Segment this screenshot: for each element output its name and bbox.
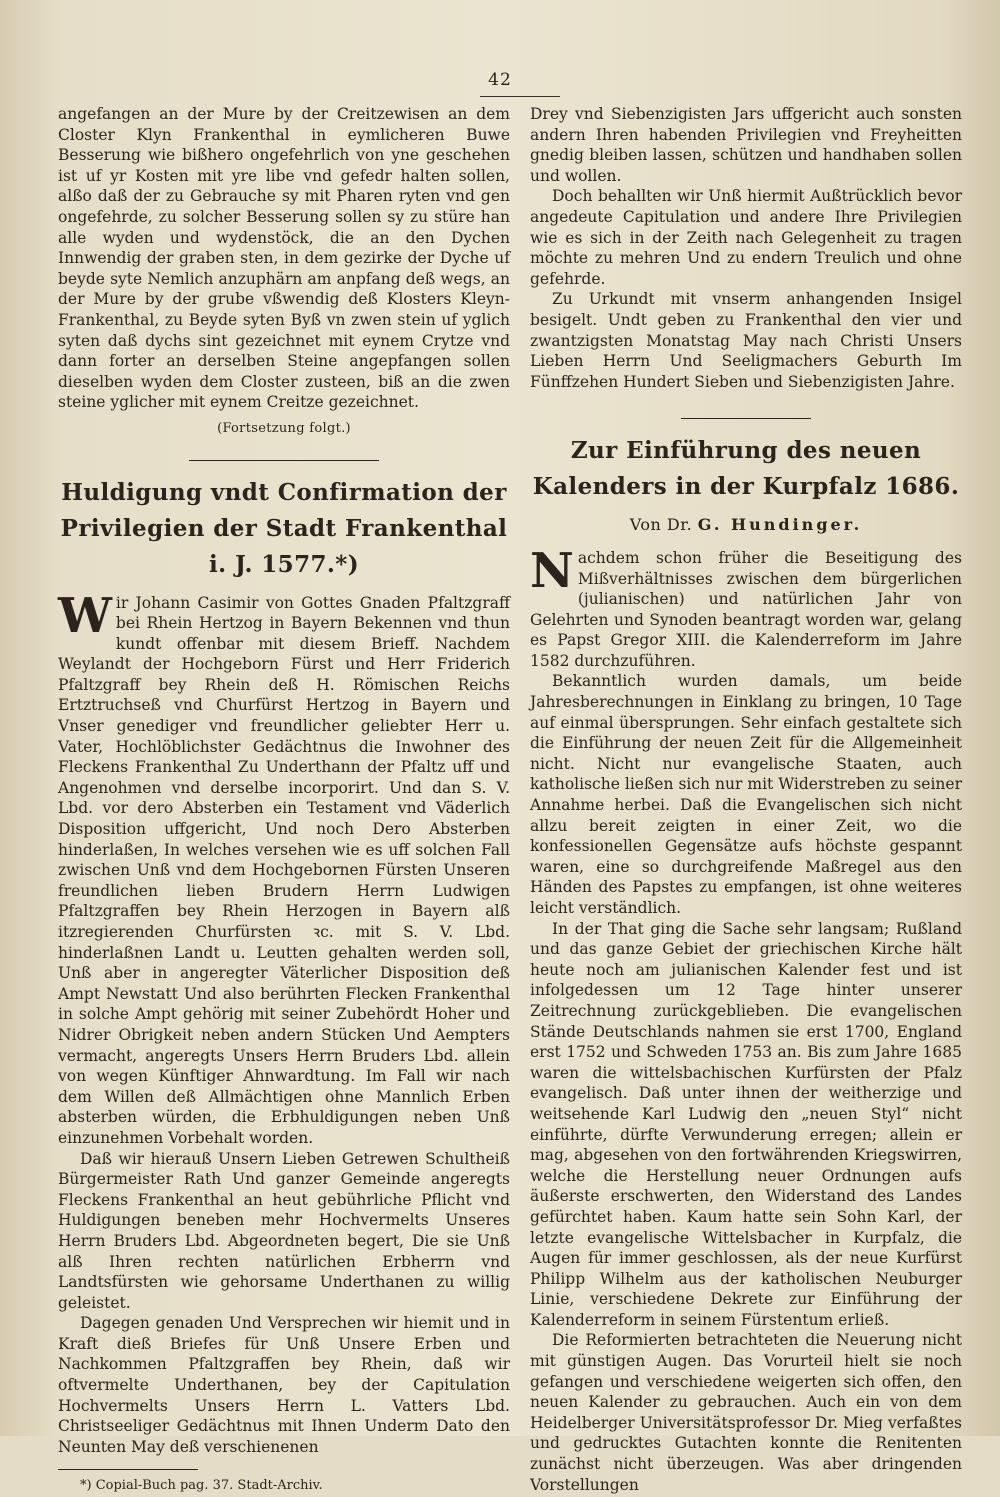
continuation-note: (Fortsetzung folgt.) xyxy=(217,420,351,436)
byline xyxy=(530,515,962,536)
right-paragraph: In der That ging die Sache sehr langsam; Rußland und das ganze Gebiet der griechischen Kirche hält heute noch am julianischen Kalender fest und ist infolgedessen um 12 Tage hinter unserer Zeitrechnung zurückgeblieben. Die evangelischen Stände Deutschlands nahmen sie erst 1700, England erst 1752 und Schweden 1753 an. Bis zum Jahre 1685 waren die wittelsbachischen Kurfürsten der Pfalz evangelisch. Daß unter ihnen der weitherzige und weitsehende Karl Ludwig den „neuen Styl“ nicht einführte, dürfte Verwunderung erregen; allein er mag, abgesehen von den fortwährenden Kriegswirren, welche die Herstellung neuer Ordnungen aufs äußerste erschwerten, den Widerstand des Landes gefürchtet haben. Kaum hatte sein Sohn Karl, der letzte evangelische Wittelsbacher in Kurpfalz, die Augen für immer geschlossen, als der neue Kurfürst Philipp Wilhelm aus der katholischen Neuburger Linie, verschiedene Dekrete zur Einführung der Kalenderreform in seinem Fürstentum erließ. xyxy=(530,919,962,1329)
byline-prefix: Von Dr. xyxy=(629,515,693,535)
footnote-rule xyxy=(58,1469,198,1470)
header-rule xyxy=(480,96,560,97)
right-intro-paragraph: Drey vnd Siebenzigisten Jars uffgericht auch sonsten andern Ihren habenden Privilegien vnd Freyheitten gnedig bleiben lassen, schützen und handhaben sollen und wollen. xyxy=(530,105,962,185)
footnote: *) Copial-Buch pag. 37. Stadt-Archiv. xyxy=(80,1478,323,1494)
right-paragraph: Bekanntlich wurden damals, um beide Jahresberechnungen in Einklang zu bringen, 10 Tage auf einmal übersprungen. Sehr einfach gestaltete sich die Einführung der neuen Zeit für die Allgemeinheit nicht. Nicht nur evangelische Staaten, auch katholische ließen sich nur mit Widerstreben zu seiner Annahme herbei. Daß die Evangelischen sich nicht allzu bereit zeigten in einer Zeit, wo die konfessionellen Gegensätze aufs höchste gespannt waren, eine so durchgreifende Maßregel aus den Händen des Papstes zu empfangen, ist ohne weiteres leicht verständlich. xyxy=(530,672,962,917)
left-paragraph: Daß wir hierauß Unsern Lieben Getrewen Schultheiß Bürgermeister Rath Und ganzer Gemeinde angeregts Fleckens Frankenthal an heut gebührliche Pflicht vnd Huldigungen beneben mehr Hochvermelts Unseres Herrn Bruders Lbd. Abgeordneten begert, Die sie Unß alß Ihren rechten natürlichen Erbherrn vnd Landtsfürsten wie gehorsame Underthanen zu willig geleistet. xyxy=(58,1149,510,1312)
byline-author: G. Hundinger. xyxy=(697,515,863,535)
right-paragraph: achdem schon früher die Beseitigung des Mißverhältnisses zwischen dem bürgerlichen (julianischen) und natürlichen Jahr von Gelehrten und Synoden beantragt worden war, gelang es Papst Gregor XIII. die Kalenderreform im Jahre 1582 durchzuführen. xyxy=(530,548,962,670)
right-paragraph: Die Reformierten betrachteten die Neuerung nicht mit günstigen Augen. Das Vorurteil hielt sie noch gefangen und verschiedene weigerten sich offen, den neuen Kalender zu gebrauchen. Auch ein von dem Heidelberger Universitätsprofessor Dr. Mieg verfaßtes und gedrucktes Gutachten konnte die Renitenten zunächst nicht überzeugen. Was aber dringenden Vorstellungen xyxy=(530,1331,962,1494)
right-column xyxy=(530,104,962,1495)
left-article-heading: Huldigung vndt Confirmation der Privilegien der Stadt Frankenthal i. J. 1577.*) xyxy=(60,478,508,578)
left-intro-paragraph: angefangen an der Mure by der Creitzewisen an dem Closter Klyn Frankenthal in eymlicheren Buwe Besserung wie bißhero ongefehrlich von yne geschehen ist uf yr Kosten mit yre libe vnd gefedr halten sollen, alßo daß der zu Gebrauche sy mit Pharen ryten vnd gen ongefehrde, zu solcher Besserung sollen sy zu stüre han alle wyden und wydenstöck, die an den Dychen Innwendig der graben sten, in dem gezirke der Dyche uf beyde syte Nemlich anzuphärn am anpfang deß wegs, an der Mure by der grube vßwendig deß Klosters Kleyn-Frankenthal, zu Beyde syten Byß vn zwen stein uf yglich syten daß dychs sint gezeichnet mit eynem Crytze vnd dann forter an derselben Steine angepfangen sollen dieselben wyden dem Closter zusteen, biß an die zwen steine yglicher mit eynem Creitze gezeichnet. xyxy=(58,105,510,412)
section-divider xyxy=(681,418,811,419)
left-column xyxy=(58,104,510,1497)
left-paragraph: ir Johann Casimir von Gottes Gnaden Pfaltzgraff bei Rhein Hertzog in Bayern Bekennen vnd thun kundt offenbar mit diesem Brieff. Nachdem Weylandt der Hochgeborn Fürst und Herr Friderich Pfaltzgraff bey Rhein deß H. Römischen Reichs Ertztruchseß vnd Churfürst Hertzog in Bayern und Vnser genediger vnd freundlicher geliebter Herr u. Vater, Hochlöblichster Gedächtnus die Inwohner des Fleckens Frankenthal Zu Underthann der Pfaltz uff und Angenohmen vnd derselbe incorporirt. Und dan S. V. Lbd. vor dero Absterben ein Testament vnd Väderlich Disposition uffgericht, Und noch Dero Absterben hinderlaßen, In welches versehen wie es uff solchen Fall zwischen Unß vnd dem Hochgebornen Fürsten Unseren freundlichen lieben Brudern Herrn Ludwigen Pfaltzgraffen bey Rhein Herzogen in Bayern alß itzregierenden Churfürsten ꝛc. mit S. V. Lbd. hinderlaßnen Landt u. Leutten gehalten werden soll, Unß aber in angeregter Väterlicher Disposition deß Ampt Newstatt Und also berührten Flecken Frankenthal in solche Ampt gehörig mit seiner Zubehördt Hoher und Nidrer Obrigkeit neben andern Stücken Und Aempters vermacht, angeregts Unsers Herrn Bruders Lbd. allein von wegen Künftiger Ahnwardtung. Im Fall wir nach dem Willen deß Allmächtigen ohne Mannlich Erben absterben würden, die Erbhuldigungen neben Unß einzunehmen Vorbehalt worden. xyxy=(58,593,510,1147)
left-paragraph: Dagegen genaden Und Versprechen wir hiemit und in Kraft dieß Briefes für Unß Unsere Erben und Nachkommen Pfaltzgraffen bey Rhein, daß wir oftvermelte Underthanen, bey der Capitulation Hochvermelts Unsers Herrn L. Vatters Lbd. Christseeliger Gedächtnus mit Ihnen Underm Dato den Neunten May deß verschienenen xyxy=(58,1314,510,1456)
right-dropcap: N xyxy=(530,542,574,599)
right-article-heading: Zur Einführung des neuen Kalenders in der Kurpfalz 1686. xyxy=(532,437,960,501)
right-intro-paragraph: Zu Urkundt mit vnserm anhangenden Insigel besigelt. Undt geben zu Frankenthal den vier und zwantzigsten Monatstag May nach Christi Unsers Lieben Herrn Und Seeligmachers Geburth Im Fünffzehen Hundert Sieben und Siebenzigisten Jahre. xyxy=(530,290,962,391)
right-intro-paragraph: Doch behallten wir Unß hiermit Außtrücklich bevor angedeute Capitulation und andere Ihre Privilegien wie es sich in der Zeith nach Gelegenheit zu tragen möchte zu mehren Und zu endern Treulich und ohne gefehrde. xyxy=(530,187,962,288)
page-number: 42 xyxy=(488,70,512,90)
right-article-body xyxy=(530,542,962,1495)
left-article-body xyxy=(58,587,510,1458)
left-dropcap: W xyxy=(58,587,112,644)
section-divider xyxy=(189,460,379,461)
